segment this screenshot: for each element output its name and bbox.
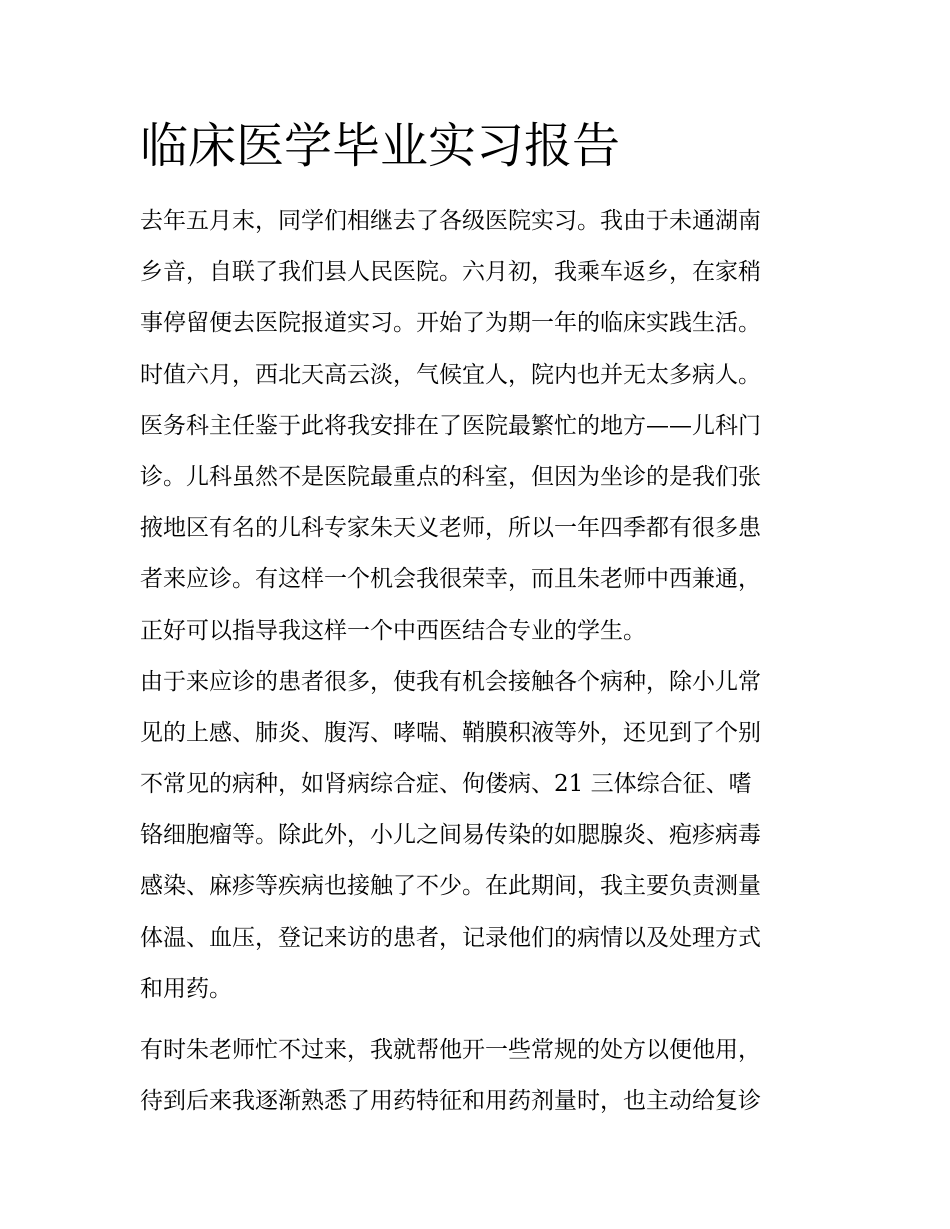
paragraph-spacing	[140, 1015, 820, 1025]
text-line: 不常见的病种，如肾病综合症、佝偻病、21 三体综合征、嗜	[140, 771, 752, 798]
text-line: 有时朱老师忙不过来，我就帮他开一些常规的处方以便他用，	[140, 1037, 761, 1063]
text-line: 去年五月末，同学们相继去了各级医院实习。我由于未通湖南	[140, 208, 761, 234]
document-body	[140, 196, 820, 1127]
page-title: 临床医学毕业实习报告	[140, 118, 621, 174]
text-line: 体温、血压，登记来访的患者，记录他们的病情以及处理方式	[140, 924, 761, 951]
text-line: 铬细胞瘤等。除此外，小儿之间易传染的如腮腺炎、疱疹病毒	[140, 822, 761, 849]
text-line: 诊。儿科虽然不是医院最重点的科室，但因为坐诊的是我们张	[140, 463, 761, 490]
text-line: 者来应诊。有这样一个机会我很荣幸，而且朱老师中西兼通，	[140, 566, 761, 593]
text-line: 和用药。	[140, 975, 232, 1002]
text-line: 事停留便去医院报道实习。开始了为期一年的临床实践生活。	[140, 310, 761, 337]
text-line: 掖地区有名的儿科专家朱天义老师，所以一年四季都有很多患	[140, 515, 761, 542]
text-line: 由于来应诊的患者很多，使我有机会接触各个病种，除小儿常	[140, 668, 761, 695]
text-line: 医务科主任鉴于此将我安排在了医院最繁忙的地方——儿科门	[140, 412, 761, 439]
text-line: 时值六月，西北天高云淡，气候宜人，院内也并无太多病人。	[140, 361, 761, 388]
text-line: 感染、麻疹等疾病也接触了不少。在此期间，我主要负责测量	[140, 873, 761, 900]
paragraph-2	[140, 657, 820, 1015]
paragraph-3	[140, 1025, 820, 1127]
text-line: 正好可以指导我这样一个中西医结合专业的学生。	[140, 617, 646, 644]
text-line: 待到后来我逐渐熟悉了用药特征和用药剂量时，也主动给复诊	[140, 1088, 761, 1115]
paragraph-1	[140, 196, 820, 657]
text-line: 乡音，自联了我们县人民医院。六月初，我乘车返乡，在家稍	[140, 259, 761, 286]
text-line: 见的上感、肺炎、腹泻、哮喘、鞘膜积液等外，还见到了个别	[140, 719, 761, 746]
